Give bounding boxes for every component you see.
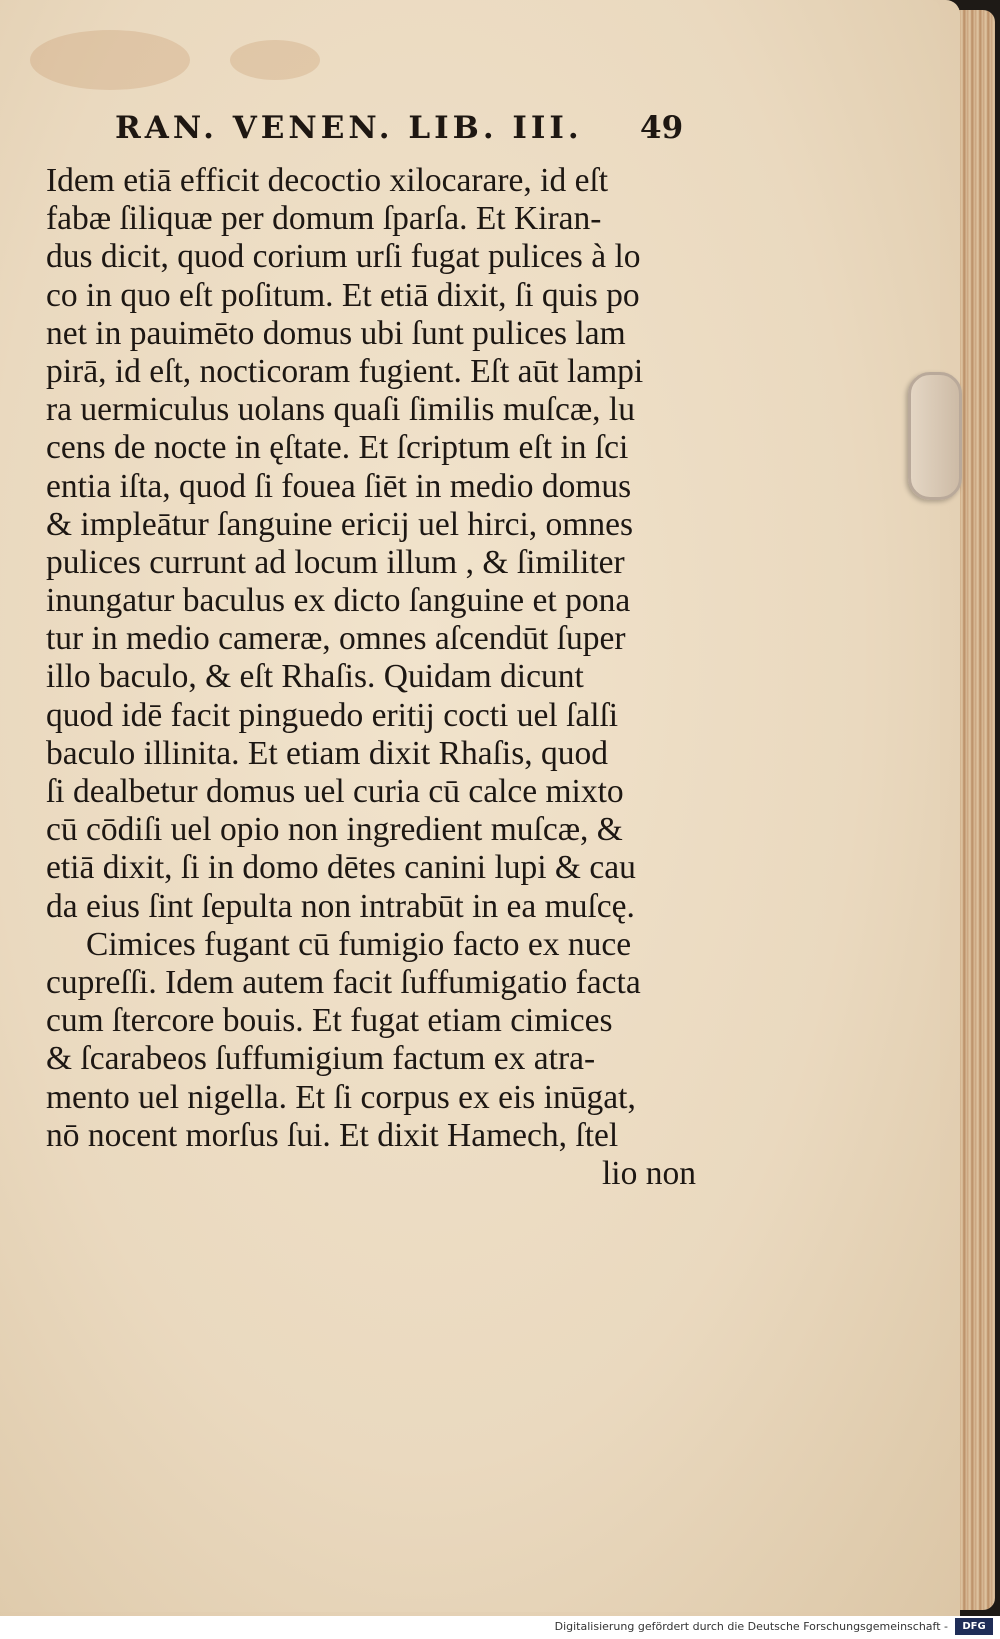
text-line: dus dicit, quod corium urſi fugat pulices à lo <box>46 238 641 276</box>
text-line: nō nocent morſus ſui. Et dixit Hamech, ſtel <box>46 1116 619 1154</box>
dfg-logo[interactable]: DFG <box>955 1618 993 1635</box>
text-line: ſi dealbetur domus uel curia cū calce mixto <box>46 773 624 810</box>
body-text <box>46 162 706 1193</box>
text-line: illo baculo, & eſt Rhaſis. Quidam dicunt <box>46 658 584 696</box>
text-line-paragraph-start: Cimices fugant cū fumigio facto ex nuce <box>86 925 632 963</box>
digitization-credit: Digitalisierung gefördert durch die Deutsche Forschungsgemeinschaft - <box>554 1620 948 1633</box>
text-line: quod idē facit pinguedo eritij cocti uel ſalſi <box>46 696 619 734</box>
text-line: pulices currunt ad locum illum , & ſimiliter <box>46 543 625 581</box>
text-line: cū cōdiſi uel opio non ingredient muſcæ, & <box>46 811 623 849</box>
text-line: cum ſtercore bouis. Et fugat etiam cimices <box>46 1002 613 1040</box>
text-line: cens de nocte in ęſtate. Et ſcriptum eſt in ſci <box>46 429 629 467</box>
text-line: net in pauimēto domus ubi ſunt pulices lam <box>46 314 626 352</box>
text-line: mento uel nigella. Et ſi corpus ex eis inūgat, <box>46 1078 636 1116</box>
text-line: baculo illinita. Et etiam dixit Rhaſis, quod <box>46 734 608 772</box>
text-line: etiā dixit, ſi in domo dētes canini lupi & cau <box>46 849 636 887</box>
text-line: entia iſta, quod ſi fouea ſiēt in medio domus <box>46 467 632 505</box>
text-line: ra uermiculus uolans quaſi ſimilis muſcæ, lu <box>46 391 635 429</box>
text-line: Idem etiā efficit decoctio xilocarare, id eſt <box>46 162 609 199</box>
text-line: fabæ ſiliquæ per domum ſparſa. Et Kiran- <box>46 200 602 238</box>
folio-number: 49 <box>640 110 684 146</box>
text-line: co in quo eſt poſitum. Et etiā dixit, ſi quis po <box>46 276 640 314</box>
text-line: & impleātur ſanguine ericij uel hirci, omnes <box>46 505 634 543</box>
foxing-stain <box>30 30 190 90</box>
running-head: RAN. VENEN. LIB. III. <box>115 110 583 146</box>
text-line: cupreſſi. Idem autem facit ſuffumigatio facta <box>46 963 641 1001</box>
text-line: pirā, id eſt, nocticoram fugient. Eſt aūt lampi <box>46 352 644 390</box>
text-line: & ſcarabeos ſuffumigium factum ex atra- <box>46 1040 596 1078</box>
catchword: lio non <box>602 1154 696 1192</box>
text-line: da eius ſint ſepulta non intrabūt in ea muſcę. <box>46 887 635 925</box>
text-line: tur in medio cameræ, omnes aſcendūt ſuper <box>46 620 626 658</box>
page-clip <box>908 372 962 500</box>
text-line: inungatur baculus ex dicto ſanguine et pona <box>46 582 631 620</box>
foxing-stain <box>230 40 320 80</box>
